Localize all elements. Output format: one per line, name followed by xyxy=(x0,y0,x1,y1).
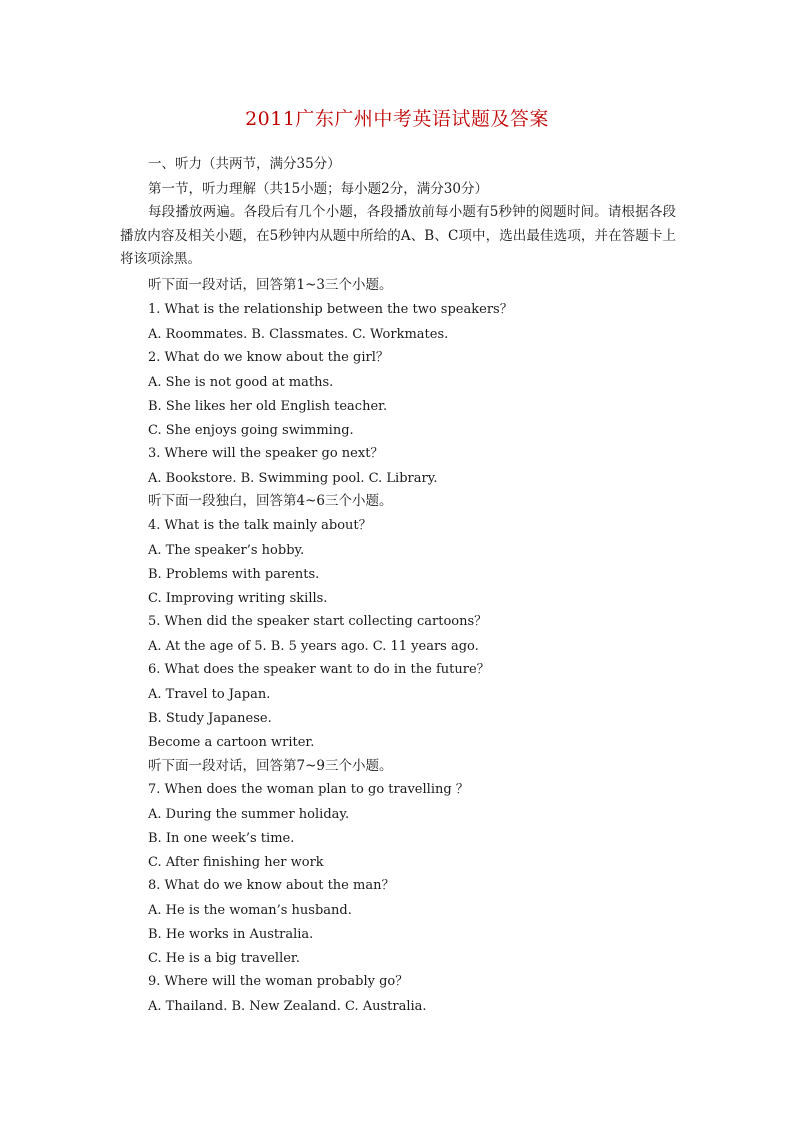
option-6a: A. Travel to Japan. xyxy=(148,687,271,702)
options-1: A. Roommates. B. Classmates. C. Workmates. xyxy=(148,327,449,342)
document-title: 2011广东广州中考英语试题及答案 xyxy=(245,108,549,130)
question-9: 9. Where will the woman probably go？ xyxy=(148,974,409,989)
option-2b: B. She likes her old English teacher. xyxy=(148,399,388,414)
option-7a: A. During the summer holiday. xyxy=(148,807,350,822)
option-2c: C. She enjoys going swimming. xyxy=(148,423,354,438)
option-2a: A. She is not good at maths. xyxy=(148,375,334,390)
option-7b: B. In one week’s time. xyxy=(148,831,295,846)
dialogue-intro-2: 听下面一段对话，回答第7~9三个小题。 xyxy=(148,758,393,774)
question-2: 2. What do we know about the girl？ xyxy=(148,350,389,365)
instructions-paragraph: 每段播放两遍。各段后有几个小题，各段播放前每小题有5秒钟的阅题时间。请根据各段播放内容及相关小题，在5秒钟内从题中所给的A、B、C项中，选出最佳选项，并在答题卡上将该项涂黑。 xyxy=(120,204,676,267)
question-4: 4. What is the talk mainly about？ xyxy=(148,518,372,533)
option-7c: C. After finishing her work xyxy=(148,855,324,870)
option-6c: Become a cartoon writer. xyxy=(148,735,315,750)
option-4a: A. The speaker’s hobby. xyxy=(148,543,305,558)
option-8b: B. He works in Australia. xyxy=(148,927,314,942)
option-8c: C. He is a big traveller. xyxy=(148,951,300,966)
question-8: 8. What do we know about the man？ xyxy=(148,878,395,893)
question-5: 5. When did the speaker start collecting cartoons？ xyxy=(148,614,488,629)
monologue-intro-1: 听下面一段独白，回答第4~6三个小题。 xyxy=(148,493,393,509)
option-4c: C. Improving writing skills. xyxy=(148,591,328,606)
options-5: A. At the age of 5. B. 5 years ago. C. 11 years ago. xyxy=(148,639,479,654)
option-8a: A. He is the woman’s husband. xyxy=(148,903,352,918)
dialogue-intro-1: 听下面一段对话，回答第1~3三个小题。 xyxy=(148,277,393,293)
options-9: A. Thailand. B. New Zealand. C. Australia. xyxy=(148,999,427,1014)
option-6b: B. Study Japanese. xyxy=(148,711,272,726)
section-heading: 一、听力（共两节，满分35分） xyxy=(148,156,341,172)
question-7: 7. When does the woman plan to go travelling ？ xyxy=(148,782,469,797)
question-6: 6. What does the speaker want to do in the future？ xyxy=(148,662,490,677)
question-3: 3. Where will the speaker go next？ xyxy=(148,446,384,461)
question-1: 1. What is the relationship between the two speakers？ xyxy=(148,302,513,317)
part-heading: 第一节，听力理解（共15小题；每小题2分，满分30分） xyxy=(148,181,488,197)
option-4b: B. Problems with parents. xyxy=(148,567,320,582)
options-3: A. Bookstore. B. Swimming pool. C. Library. xyxy=(148,471,438,486)
